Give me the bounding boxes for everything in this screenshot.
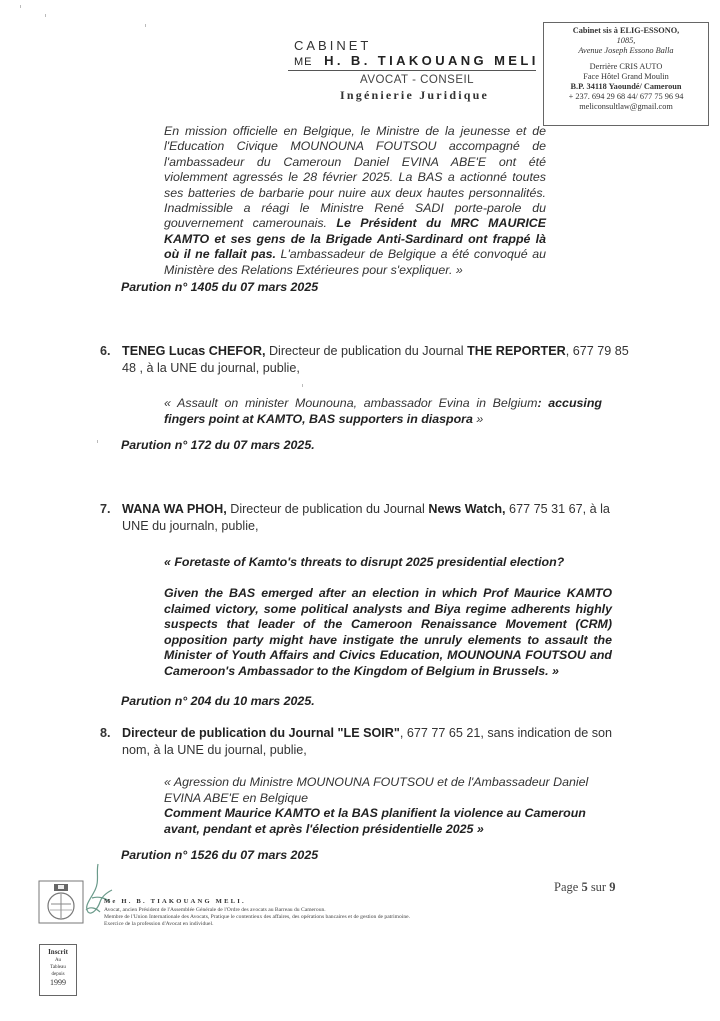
phone-numbers: + 237. 694 29 68 44/ 677 75 96 94 <box>568 92 684 101</box>
headline-quote-title <box>164 555 602 571</box>
bar-registration-stamp <box>39 944 77 996</box>
stamp-line: depuis <box>51 972 65 977</box>
footer-credential: Avocat, ancien Président de l'Assemblée Générale de l'Ordre des avocats au Barreau du Cameroun. <box>104 907 326 913</box>
publisher-name: TENEG Lucas CHEFOR, <box>122 344 266 358</box>
intro-text-end: L'ambassadeur de Belgique a été convoqué au Ministère des Relations Extérieures pour s'expliquer. » <box>164 247 546 277</box>
quote-text-bold: Comment Maurice KAMTO et la BAS planifient la violence au Cameroun avant, pendant et après l'élection présidentielle 2025 <box>164 806 586 836</box>
list-item <box>100 343 630 376</box>
page-current: 5 <box>581 880 588 894</box>
item-number: 8. <box>100 726 111 740</box>
stamp-line: Au <box>54 958 62 963</box>
firm-name <box>294 53 539 68</box>
journal-name: "LE SOIR" <box>337 726 400 740</box>
parution-reference: Parution n° 204 du 10 mars 2025. <box>121 694 315 708</box>
scan-artifact <box>45 14 46 17</box>
journal-name: THE REPORTER <box>467 344 566 358</box>
intro-text: En mission officielle en Belgique, le Ministre de la jeunesse et de l'Education Civique MOUNOUNA FOUTSOU accompagné de l'ambassadeur du Cameroun Daniel EVINA ABE'E ont été violemment agressés le 28 février 2025. La BAS a actionné toutes ses batteries de barbarie pour nuire aux deux hautes personnalités. Inadmissible a réagi le Ministre René SADI porte-parole du gouvernement camerounais. <box>164 124 546 231</box>
firm-lawyer-name: H. B. TIAKOUANG MELI <box>324 53 539 68</box>
item-desc: Directeur de publication du Journal <box>265 344 468 358</box>
item-lead: Directeur de publication du Journal <box>122 726 338 740</box>
stamp-line: Inscrit <box>48 948 68 956</box>
parution-reference: Parution n° 1526 du 07 mars 2025 <box>121 848 319 862</box>
address-line: 1085, <box>616 36 636 45</box>
scan-artifact <box>97 440 98 443</box>
item-desc: 677 75 31 67, à la UNE du journaln, publie, <box>122 502 610 533</box>
page-label: Page <box>554 880 582 894</box>
footer-credential: Membre de l'Union Internationale des Avocats, Pratique le contentieux des affaires, des opérations bancaires et de gestion de patrimoine. <box>104 914 411 920</box>
headline-quote <box>164 396 602 427</box>
headline-quote-body <box>164 586 612 679</box>
parution-reference: Parution n° 1405 du 07 mars 2025 <box>121 280 319 294</box>
page-number <box>554 880 615 895</box>
quote-end: » <box>472 411 484 426</box>
header-divider <box>288 70 536 71</box>
firm-label: CABINET <box>294 38 372 53</box>
item-desc: , 677 79 85 48 , à la UNE du journal, publie, <box>122 344 629 375</box>
firm-title-prefix: ME <box>294 56 313 68</box>
parution-reference: Parution n° 172 du 07 mars 2025. <box>121 438 315 452</box>
email-address: meliconsultlaw@gmail.com <box>579 102 673 111</box>
address-line: Avenue Joseph Essono Balla <box>578 46 674 55</box>
journal-name: News Watch, <box>428 502 506 516</box>
page-sep: sur <box>587 880 610 894</box>
address-line: Derrière CRIS AUTO <box>589 62 663 71</box>
intro-quote <box>164 124 546 278</box>
scan-artifact <box>302 384 303 387</box>
scan-artifact <box>20 5 21 8</box>
quote-text: « Assault on minister Mounouna, ambassador Evina in Belgium <box>164 396 538 410</box>
item-number: 6. <box>100 344 111 358</box>
address-line: Cabinet sis à ELIG-ESSONO, <box>572 26 680 35</box>
quote-text: « Agression du Ministre MOUNOUNA FOUTSOU et de l'Ambassadeur Daniel EVINA ABE'E en Belgique <box>164 775 589 805</box>
quote-text-bold: : accusing fingers point at KAMTO, BAS supporters in diaspora <box>164 396 602 426</box>
postal-address: B.P. 34118 Yaoundé/ Cameroun <box>570 82 682 91</box>
firm-profession: AVOCAT - CONSEIL <box>360 74 475 86</box>
headline-quote <box>164 775 604 837</box>
list-item <box>100 725 630 758</box>
stamp-line: 1999 <box>50 978 66 987</box>
item-desc: Directeur de publication du Journal <box>226 502 429 516</box>
item-desc: , 677 77 65 21, sans indication de son nom, à la UNE du journal, publie, <box>122 726 613 757</box>
quote-body: Given the BAS emerged after an election in which Prof Maurice KAMTO claimed victory, some political analysts and Biya regime adherents highly suspects that leader of the Cameroon Renaissance Movement (CRM) opposition party might have instigate the unruly elements to assault the Minister of Youth Affairs and Civics Education, MOUNOUNA FOUTSOU and Cameroon's Ambassador to the Kingdom of Belgium in Brussels. » <box>164 586 612 678</box>
publisher-name: WANA WA PHOH, <box>122 502 227 516</box>
list-item <box>100 501 630 534</box>
quote-end: » <box>473 821 484 836</box>
quote-title: « Foretaste of Kamto's threats to disrupt 2025 presidential election? <box>164 555 565 569</box>
stamp-line: Tableau <box>50 965 66 970</box>
page-total: 9 <box>609 880 616 894</box>
firm-specialty: Ingénierie Juridique <box>340 88 490 102</box>
scan-artifact <box>145 24 146 27</box>
address-line: Face Hôtel Grand Moulin <box>583 72 669 81</box>
item-number: 7. <box>100 502 111 516</box>
address-box <box>543 22 709 126</box>
footer-credential: Exercice de la profession d'Avocat en individuel. <box>104 921 214 927</box>
footer-lawyer-name: Me H. B. TIAKOUANG MELI. <box>104 898 246 905</box>
intro-text-bold: Le Président du MRC MAURICE KAMTO et ses gens de la Brigade Anti-Sardinard ont frappé là où il ne fallait pas. <box>164 216 547 262</box>
